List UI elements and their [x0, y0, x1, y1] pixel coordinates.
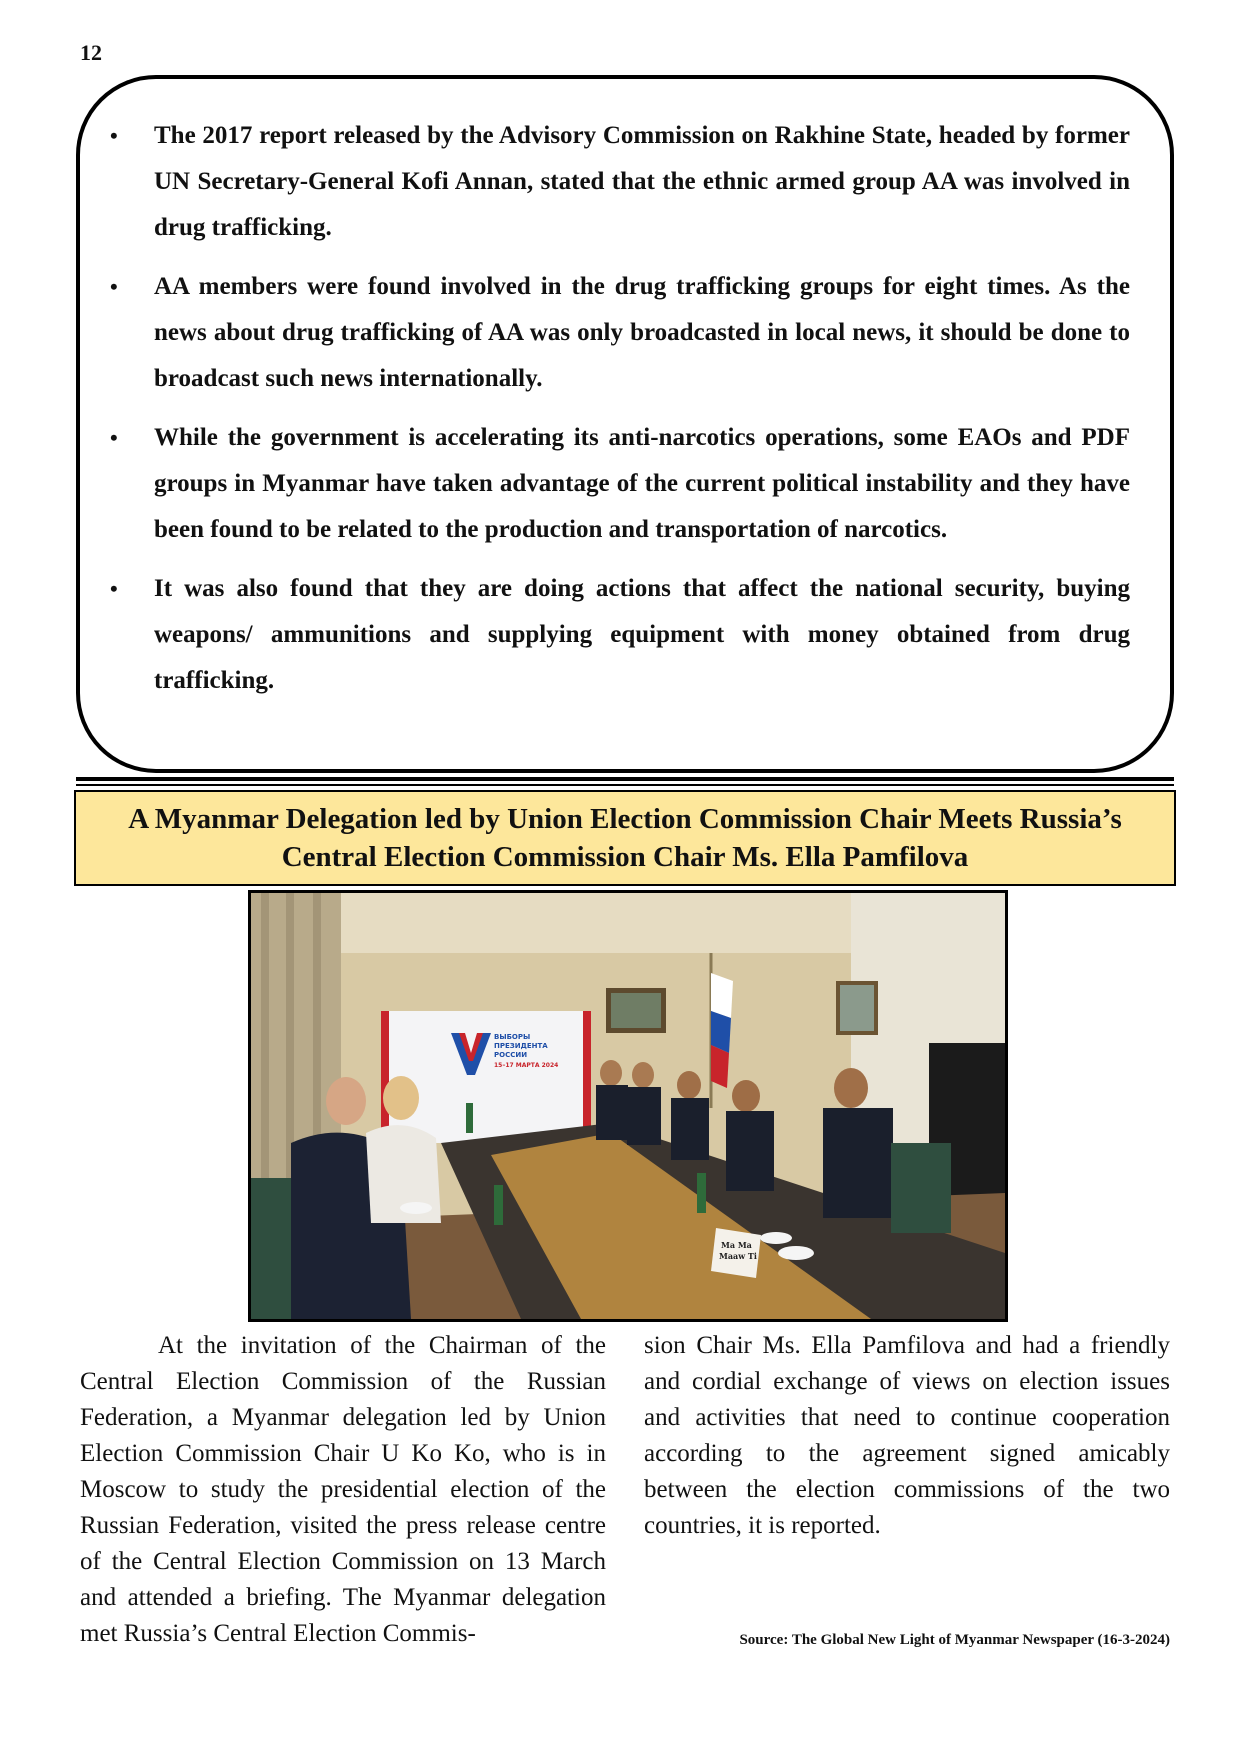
section-divider: [76, 777, 1174, 781]
headline-line-2: Central Election Commission Chair Ms. Ella Pamfilova: [281, 841, 969, 873]
article-headline: [128, 800, 1122, 876]
bullet-item: • The 2017 report released by the Advisory Commission on Rakhine State, headed by former UN Secretary-General Kofi Annan, stated that the ethnic armed group AA was involved in drug trafficking.: [110, 113, 1130, 251]
meeting-photo-illustration: [251, 893, 1005, 1319]
page-number: 12: [80, 40, 102, 65]
bullet-item: • While the government is accelerating its anti-narcotics operations, some EAOs and PDF groups in Myanmar have taken advantage of the current political instability and they have been found to be related to the production and transportation of narcotics.: [110, 415, 1130, 553]
name-card-line-2: Maaw Ti: [719, 1251, 757, 1261]
bullet-item: • AA members were found involved in the drug trafficking groups for eight times. As the news about drug trafficking of AA was only broadcasted in local news, it should be done to broadcast such news internationally.: [110, 264, 1130, 402]
headline-box: [74, 790, 1176, 886]
banner-line-2: ПРЕЗИДЕНТА: [494, 1042, 548, 1050]
key-points-box: [76, 75, 1174, 773]
headline-line-1: A Myanmar Delegation led by Union Election Commission Chair Meets Russia’s: [128, 803, 1122, 835]
source-credit: Source: The Global New Light of Myanmar Newspaper (16-3-2024): [739, 1632, 1170, 1648]
banner-line-1: ВЫБОРЫ: [494, 1033, 531, 1041]
meeting-photo: [248, 890, 1008, 1322]
bullet-list: [110, 113, 1130, 704]
article-column-left: At the invitation of the Chairman of the Central Election Commission of the Russian Federation, a Myanmar delegation led by Union Election Commission Chair U Ko Ko, who is in Moscow to study the presidential election of the Russian Federation, visited the press release centre of the Central Election Commission on 13 March and attended a briefing. The Myanmar delegation met Russia’s Central Election Commis-: [80, 1332, 606, 1647]
banner-line-3: РОССИИ: [494, 1051, 528, 1059]
bullet-item: • It was also found that they are doing actions that affect the national security, buying weapons/ ammunitions and supplying equipment with money obtained from drug trafficking.: [110, 566, 1130, 704]
banner-line-4: 15–17 МАРТА 2024: [494, 1062, 559, 1069]
name-card-line-1: Ma Ma: [721, 1240, 752, 1250]
section-divider-thin: [76, 784, 1174, 786]
article-column-right: sion Chair Ms. Ella Pamfilova and had a friendly and cordial exchange of views on election issues and activities that need to continue cooperation according to the agreement signed amicably between the election commissions of the two countries, it is reported.: [644, 1332, 1170, 1539]
